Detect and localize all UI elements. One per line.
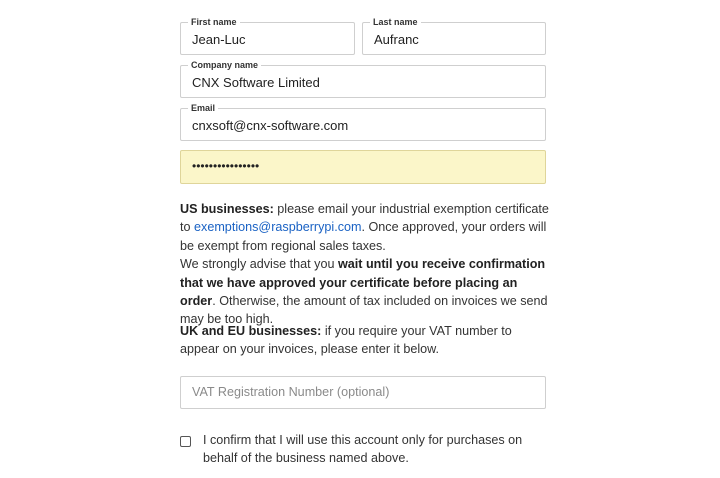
email-label: Email (188, 102, 218, 114)
uk-eu-notice-text: if you require your VAT number to appear on your invoices, please enter it below. (180, 324, 512, 357)
first-name-value[interactable]: Jean-Luc (192, 32, 246, 47)
password-value[interactable]: •••••••••••••••• (192, 159, 260, 173)
company-name-value[interactable]: CNX Software Limited (192, 75, 320, 90)
last-name-label: Last name (370, 16, 421, 28)
uk-eu-notice-lead: UK and EU businesses: (180, 324, 322, 338)
confirm-business-label[interactable]: I confirm that I will use this account only for purchases on behalf of the business named above. (203, 433, 523, 466)
last-name-value[interactable]: Aufranc (374, 32, 419, 47)
password-field[interactable] (180, 150, 546, 184)
company-name-field[interactable] (180, 60, 546, 98)
email-value[interactable]: cnxsoft@cnx-software.com (192, 118, 349, 133)
us-notice-text-2: . Once approved, your orders will be exempt from regional sales taxes. (180, 220, 547, 253)
uk-eu-businesses-notice (180, 322, 550, 359)
confirm-business-checkbox[interactable] (180, 436, 191, 447)
us-notice-advice-tail: . Otherwise, the amount of tax included on invoices we send may be too high. (180, 294, 548, 327)
us-notice-lead: US businesses: (180, 202, 274, 216)
exemptions-email-link[interactable]: exemptions@raspberrypi.com (194, 220, 362, 235)
us-businesses-notice (180, 200, 550, 329)
us-notice-advice-intro: We strongly advise that you (180, 257, 338, 272)
vat-number-field[interactable] (180, 376, 546, 409)
vat-number-input[interactable] (192, 385, 532, 399)
company-name-label: Company name (188, 59, 261, 71)
first-name-field[interactable] (180, 17, 355, 55)
us-notice-text: please email your industrial exemption certificate to (180, 202, 549, 235)
first-name-label: First name (188, 16, 240, 28)
us-notice-advice-bold: wait until you receive confirmation that we have approved your certificate before placing an order (180, 257, 546, 309)
last-name-field[interactable] (362, 17, 546, 55)
email-field[interactable] (180, 103, 546, 141)
